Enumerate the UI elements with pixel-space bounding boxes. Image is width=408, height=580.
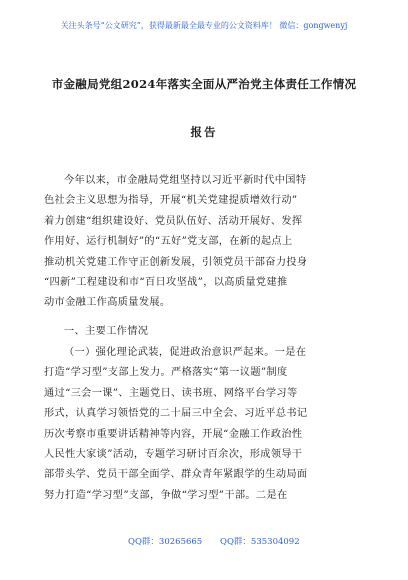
qq-group-1: QQ群：30265665 xyxy=(128,537,203,547)
paragraph-line: 作用好、运行机制好”的“五好”党支部，在新的起点上 xyxy=(44,236,293,248)
paragraph-line: （一）强化理论武装，促进政治意识严起来。一是在 xyxy=(64,347,307,358)
paragraph-line: “四新”工程建设和市“百日攻坚战”，以高质量党建推 xyxy=(44,276,288,288)
paragraph-line: 色社会主义思想为指导，开展“机关党建提质增效行动” xyxy=(44,195,298,207)
paragraph-line: 打造“学习型”支部上发力。严格落实“第一议题”制度 xyxy=(44,367,288,379)
paragraph-line: 历次考察市重要讲话精神等内容，开展“金融工作政治性 xyxy=(44,428,303,440)
document-subtitle: 报告 xyxy=(190,125,218,139)
intro-paragraph xyxy=(44,171,366,314)
paragraph-line: 今年以来，市金融局党组坚持以习近平新时代中国特 xyxy=(64,175,307,186)
paragraph-line: 通过“三会一课”、主题党日、读书班、网络平台学习等 xyxy=(44,387,298,399)
section-heading-text: 一、主要工作情况 xyxy=(64,326,149,337)
paragraph-line: 努力打造“学习型”支部，争做“学习型”干部。二是在 xyxy=(44,489,288,501)
qq-group-2: QQ群：535304092 xyxy=(220,537,300,547)
paragraph-line: 形式，认真学习领悟党的二十届三中全会、习近平总书记 xyxy=(44,408,308,420)
paragraph-line: 推动机关党建工作守正创新发展，引领党员干部奋力投身 xyxy=(44,256,308,268)
paragraph-line: 动市金融工作高质量发展。 xyxy=(44,297,171,309)
section-heading xyxy=(44,322,366,342)
body-paragraph xyxy=(44,343,366,506)
paragraph-line: 部带头学、党员干部全面学、群众青年紧跟学的生动局面 xyxy=(44,469,308,481)
paragraph-line: 着力创建“组织建设好、党员队伍好、活动开展好、发挥 xyxy=(44,215,303,227)
paragraph-line: 人民性大家谈”活动，专题学习研讨百余次，形成领导干 xyxy=(44,448,303,460)
document-title: 市金融局党组2024年落实全面从严治党主体责任工作情况 xyxy=(51,77,357,91)
promo-header: 关注头条号“公文研究”，获得最新最全最专业的公文资料库！ 微信：gongwenyj xyxy=(60,21,348,30)
